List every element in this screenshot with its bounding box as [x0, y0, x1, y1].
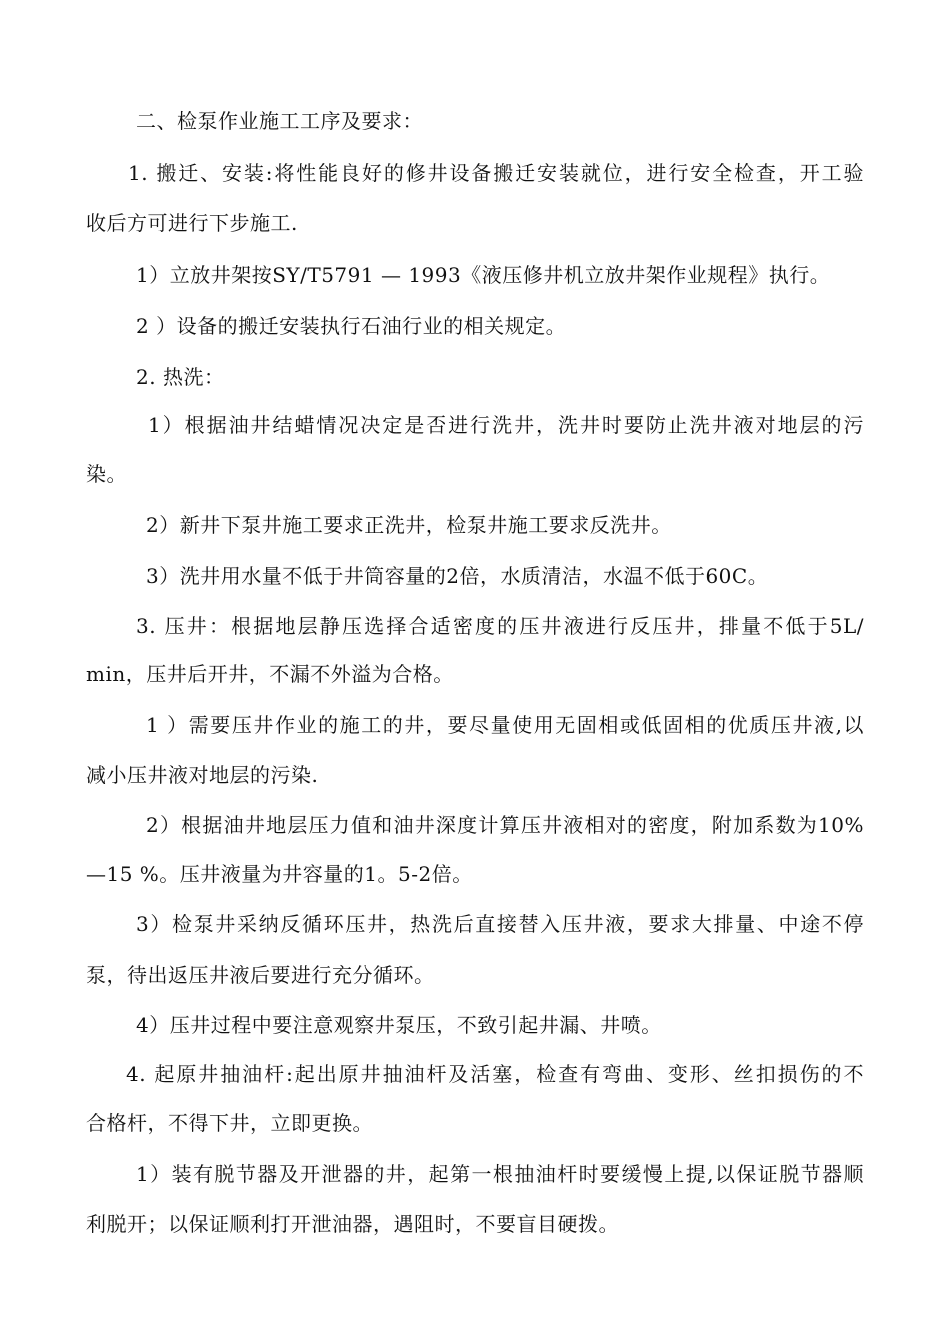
section-2-item-3: 3）洗井用水量不低于井筒容量的2倍，水质清洁，水温不低于60C。 [146, 564, 769, 588]
section-3-item-1-cont: 减小压井液对地层的污染. [86, 763, 319, 787]
section-3-text-cont: min，压井后开井，不漏不外溢为合格。 [86, 662, 454, 686]
section-4-item-1: 1）装有脱节器及开泄器的井，起第一根抽油杆时要缓慢上提,以保证脱节器顺 [136, 1162, 864, 1186]
section-1-item-2: 2 ）设备的搬迁安装执行石油行业的相关规定。 [136, 314, 567, 338]
section-3-text: 3. 压井：根据地层静压选择合适密度的压井液进行反压井，排量不低于5L/ [136, 614, 864, 638]
section-2-item-1: 1）根据油井结蜡情况决定是否进行洗井，洗井时要防止洗井液对地层的污 [148, 413, 864, 437]
section-2-title: 2. 热洗： [136, 365, 225, 389]
section-2-item-2: 2）新井下泵井施工要求正洗井，检泵井施工要求反洗井。 [146, 513, 672, 537]
section-2-item-1-cont: 染。 [86, 462, 127, 486]
section-3-item-4: 4）压井过程中要注意观察井泵压，不致引起井漏、井喷。 [136, 1013, 662, 1037]
section-4-text-cont: 合格杆，不得下井，立即更换。 [86, 1111, 373, 1135]
section-3-item-2: 2）根据油井地层压力值和油井深度计算压井液相对的密度，附加系数为10% [146, 813, 864, 837]
section-1-item-1: 1）立放井架按SY/T5791 — 1993《液压修井机立放井架作业规程》执行。 [136, 263, 831, 287]
section-1-text-cont: 收后方可进行下步施工. [86, 211, 298, 235]
section-3-item-2-cont: —15 %。压井液量为井容量的1。5-2倍。 [86, 862, 473, 886]
section-4-item-1-cont: 利脱开；以保证顺利打开泄油器，遇阻时，不要盲目硬拨。 [86, 1212, 619, 1236]
section-1-text: 1. 搬迁、安装:将性能良好的修井设备搬迁安装就位，进行安全检查，开工验 [128, 161, 864, 185]
section-3-item-3: 3）检泵井采纳反循环压井，热洗后直接替入压井液，要求大排量、中途不停 [136, 912, 864, 936]
section-3-item-1: 1 ）需要压井作业的施工的井，要尽量使用无固相或低固相的优质压井液,以 [146, 713, 864, 737]
section-4-text: 4. 起原井抽油杆:起出原井抽油杆及活塞，检查有弯曲、变形、丝扣损伤的不 [126, 1062, 864, 1086]
section-heading: 二、检泵作业施工工序及要求： [136, 109, 423, 133]
section-3-item-3-cont: 泵，待出返压井液后要进行充分循环。 [86, 963, 435, 987]
